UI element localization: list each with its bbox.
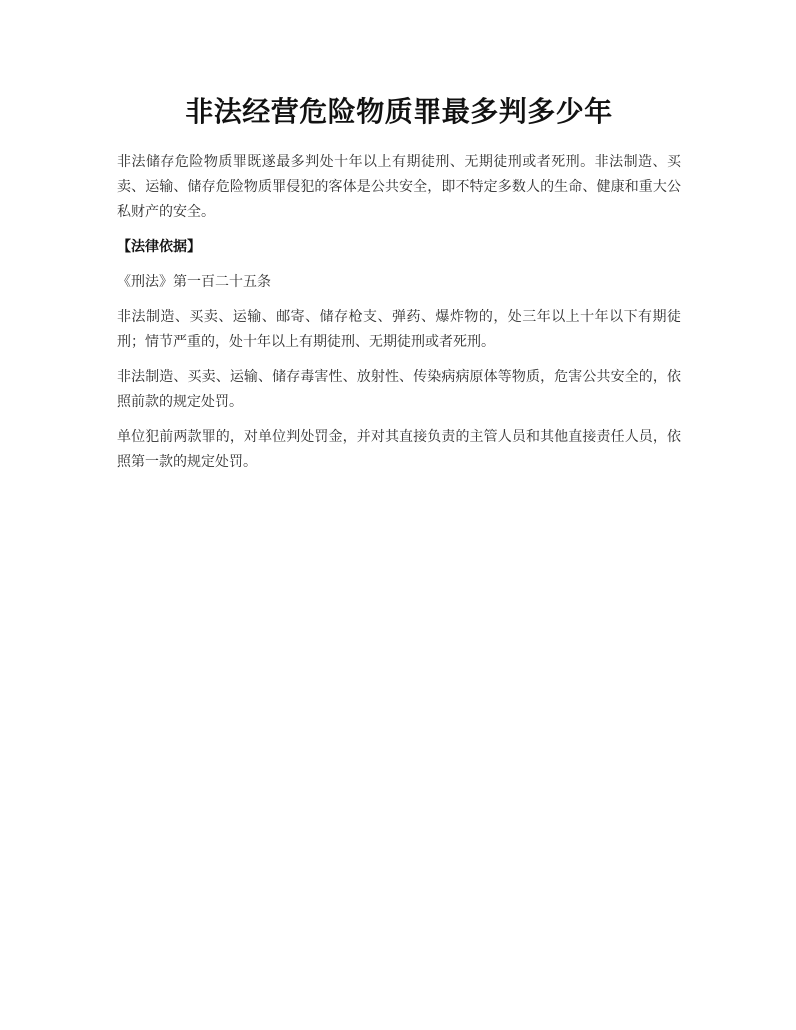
document-title: 非法经营危险物质罪最多判多少年 [185,95,613,128]
law-article-reference: 《刑法》第一百二十五条 [117,274,271,290]
legal-basis-heading: 【法律依据】 [117,239,201,255]
law-clause-1: 非法制造、买卖、运输、邮寄、储存枪支、弹药、爆炸物的，处三年以上十年以下有期徒刑；情节严重的，处十年以上有期徒刑、无期徒刑或者死刑。 [117,309,681,350]
intro-paragraph: 非法储存危险物质罪既遂最多判处十年以上有期徒刑、无期徒刑或者死刑。非法制造、买卖、运输、储存危险物质罪侵犯的客体是公共安全，即不特定多数人的生命、健康和重大公私财产的安全。 [117,154,681,220]
document-content [117,92,681,475]
law-clause-2: 非法制造、买卖、运输、储存毒害性、放射性、传染病病原体等物质，危害公共安全的，依照前款的规定处罚。 [117,369,681,410]
law-clause-3: 单位犯前两款罪的，对单位判处罚金，并对其直接负责的主管人员和其他直接责任人员，依照第一款的规定处罚。 [117,429,681,470]
